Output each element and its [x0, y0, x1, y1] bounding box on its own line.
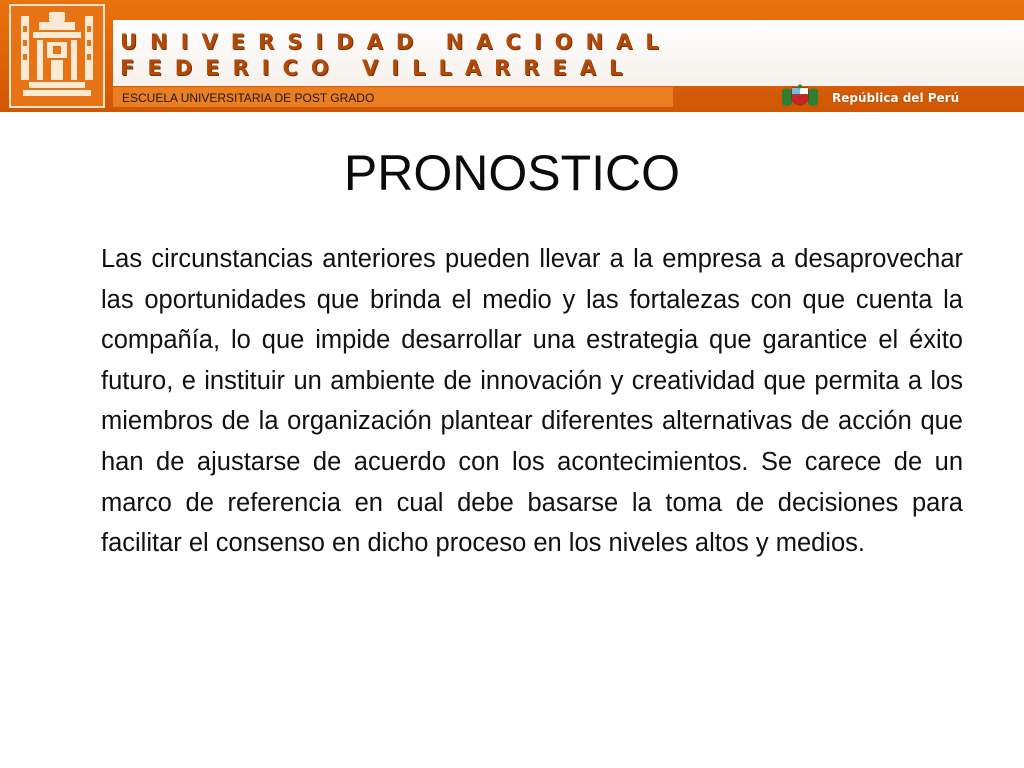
slide-body-text: Las circunstancias anteriores pueden llevar a la empresa a desaprovechar las oportunidades que brinda el medio y las fortalezas con que cuenta la compañía, lo que impide desarrollar una estrategia que garantice el éxito futuro, e instituir un ambiente de innovación y creatividad que permita a los miembros de la organización plantear diferentes alternativas de acción que han de ajustarse de acuerdo con los acontecimientos. Se carece de un marco de referencia en cual debe basarse la toma de decisiones para facilitar el consenso en dicho proceso en los niveles altos y medios.: [101, 245, 963, 558]
country-label: República del Perú: [832, 91, 960, 105]
university-name-line1: UNIVERSIDAD NACIONAL: [120, 30, 672, 54]
slide-title: PRONOSTICO: [343, 145, 681, 201]
university-crest-icon: [9, 4, 105, 108]
header-banner: [0, 0, 1024, 112]
school-name: ESCUELA UNIVERSITARIA DE POST GRADO: [122, 91, 375, 105]
peru-coat-of-arms-icon: [780, 84, 820, 110]
university-name-line2: FEDERICO VILLARREAL: [120, 56, 636, 80]
